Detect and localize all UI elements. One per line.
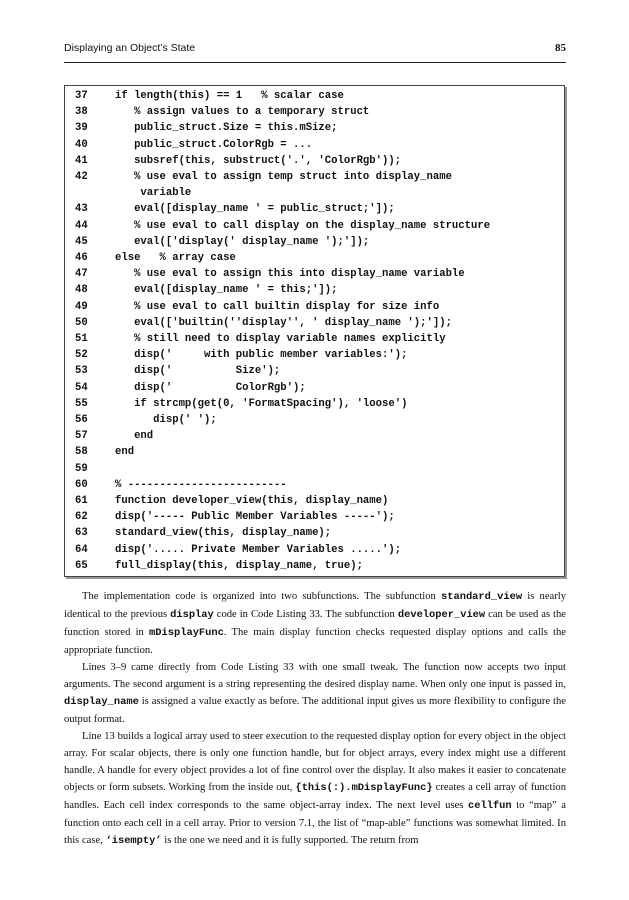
- p1-text-1: The implementation code is organized into two subfunctions. The subfunction: [82, 591, 441, 602]
- line-number: 42: [75, 171, 88, 183]
- code-text: % use eval to call builtin display for size info: [115, 300, 440, 313]
- code-line: [65, 412, 564, 428]
- p1-text-2: is nearly identical to the previous: [64, 591, 566, 620]
- code-line: [65, 444, 564, 460]
- code-text: disp(' with public member variables:');: [115, 349, 408, 362]
- line-number: 46: [75, 252, 88, 264]
- line-number: 50: [75, 316, 88, 329]
- code-isempty: ‘isempty’: [105, 835, 162, 847]
- line-number: 39: [75, 122, 88, 135]
- p1-text-4: can be used as the function stored in: [64, 609, 566, 638]
- code-text: disp(' Size');: [115, 365, 281, 378]
- code-line: [65, 509, 564, 525]
- code-this-mdisplayfunc: {this(:).mDisplayFunc}: [295, 782, 433, 794]
- code-line: [65, 493, 564, 509]
- line-number: 49: [75, 300, 88, 313]
- code-text: end: [115, 430, 154, 443]
- code-text: eval(['display(' display_name ');']);: [115, 235, 370, 248]
- code-text: disp('..... Private Member Variables .....');: [115, 543, 402, 556]
- line-number: 41: [75, 154, 88, 167]
- code-text: eval(['builtin(''display'', ' display_name ');']);: [115, 316, 452, 329]
- paragraph-1: [64, 588, 566, 659]
- code-line: [65, 363, 564, 379]
- line-number: 65: [75, 559, 88, 572]
- line-number: 51: [75, 333, 88, 345]
- page-number: 85: [555, 42, 566, 54]
- line-number: 47: [75, 268, 88, 281]
- code-text: % use eval to call display on the display_name structure: [115, 219, 491, 232]
- code-line: [65, 461, 564, 477]
- code-mdisplayfunc: mDisplayFunc: [149, 627, 224, 639]
- code-line: [65, 542, 564, 558]
- line-number: 48: [75, 284, 88, 297]
- section-title: Displaying an Object’s State: [64, 42, 196, 54]
- code-line: [65, 218, 564, 234]
- code-text: if strcmp(get(0, 'FormatSpacing'), 'loose'): [115, 397, 408, 410]
- code-line: [65, 347, 564, 363]
- p3-text-3: to “map” a function onto each cell in a cell array. Prior to version 7.1, the list of “map-able” functions was somewhat limited. In this case,: [64, 800, 566, 846]
- code-text: public_struct.ColorRgb = ...: [115, 138, 313, 151]
- code-text: function developer_view(this, display_name): [115, 495, 389, 507]
- code-text: variable: [115, 187, 192, 200]
- code-listing-box: [64, 85, 565, 577]
- running-header: [64, 42, 566, 58]
- line-number: 52: [75, 349, 88, 362]
- code-line: [65, 282, 564, 298]
- code-line: [65, 250, 564, 266]
- code-line: [65, 477, 564, 493]
- code-line: [65, 299, 564, 315]
- code-text: % use eval to assign temp struct into display_name: [115, 171, 452, 183]
- header-rule: [64, 62, 566, 63]
- line-number: 56: [75, 414, 88, 426]
- p2-text-1: Lines 3–9 came directly from Code Listing 33 with one small tweak. The function now accepts two input arguments. The second argument is a string representing the desired display name. When only one input is passed in,: [64, 662, 566, 690]
- code-line: [65, 88, 564, 104]
- p3-text-1: Line 13 builds a logical array used to steer execution to the requested display option for every object in the object array. For scalar objects, there is only one function handle, but for object arrays, every index might use a different handle. A handle for every object provides a lot of fine control over the display. It also makes it easier to concatenate objects or form subsets. Working from the inside out,: [64, 731, 566, 793]
- line-number: 53: [75, 365, 88, 378]
- paragraph-3: [64, 728, 566, 850]
- code-line: [65, 380, 564, 396]
- line-number: 43: [75, 203, 88, 216]
- line-number: 45: [75, 235, 88, 248]
- code-text: end: [115, 446, 135, 459]
- line-number: 54: [75, 381, 88, 394]
- code-line: [65, 558, 564, 574]
- line-number: 61: [75, 495, 88, 507]
- code-text: eval([display_name ' = public_struct;']);: [115, 203, 395, 216]
- code-text: if length(this) == 1 % scalar case: [115, 90, 344, 102]
- code-text: public_struct.Size = this.mSize;: [115, 122, 338, 135]
- code-line: [65, 120, 564, 136]
- code-cellfun: cellfun: [468, 800, 512, 812]
- line-number: 64: [75, 543, 88, 556]
- line-number: 58: [75, 446, 88, 459]
- paragraph-2: [64, 659, 566, 728]
- code-line: [65, 104, 564, 120]
- code-line: [65, 315, 564, 331]
- line-number: 60: [75, 478, 88, 491]
- code-text: % -------------------------: [115, 478, 287, 491]
- code-line: [65, 331, 564, 347]
- code-line: [65, 201, 564, 217]
- code-text: % assign values to a temporary struct: [115, 106, 370, 119]
- code-line: [65, 428, 564, 444]
- line-number: 62: [75, 511, 88, 524]
- code-text: disp('----- Public Member Variables -----');: [115, 511, 395, 524]
- code-line: [65, 396, 564, 412]
- code-text: eval([display_name ' = this;']);: [115, 284, 338, 297]
- code-line: [65, 234, 564, 250]
- code-developer-view: developer_view: [397, 609, 486, 621]
- p2-text-2: is assigned a value exactly as before. The additional input gives us more flexibility to configure the output format.: [64, 696, 566, 725]
- line-number: 55: [75, 397, 88, 410]
- code-line: [65, 169, 564, 185]
- p3-text-4: is the one we need and it is fully supported. The return from: [161, 835, 419, 846]
- code-standard-view: standard_view: [441, 591, 523, 603]
- code-text: subsref(this, substruct('.', 'ColorRgb'));: [115, 154, 402, 167]
- body-text: [64, 588, 566, 850]
- p3-text-2: creates a cell array of function handles. Each cell index corresponds to the same object-array index. The next level uses: [64, 782, 566, 811]
- code-display: display: [170, 609, 214, 621]
- line-number: 40: [75, 138, 88, 151]
- code-text: % still need to display variable names explicitly: [115, 333, 446, 345]
- code-display-name: display_name: [64, 696, 139, 708]
- line-number: 37: [75, 90, 88, 102]
- code-text: full_display(this, display_name, true);: [115, 559, 363, 572]
- code-text: else % array case: [115, 252, 236, 264]
- code-line: [65, 137, 564, 153]
- line-number: 38: [75, 106, 88, 119]
- p1-text-3: code in Code Listing 33. The subfunction: [213, 609, 398, 620]
- code-line: [65, 185, 564, 201]
- code-text: standard_view(this, display_name);: [115, 527, 332, 540]
- code-text: % use eval to assign this into display_name variable: [115, 268, 465, 281]
- line-number: 59: [75, 462, 88, 475]
- code-text: disp(' ');: [115, 414, 217, 426]
- code-line: [65, 525, 564, 541]
- line-number: 44: [75, 219, 88, 232]
- line-number: 57: [75, 430, 88, 443]
- p1-text-5: . The main display function checks requested display options and calls the appropriate function.: [64, 627, 566, 656]
- code-text: disp(' ColorRgb');: [115, 381, 306, 394]
- line-number: 63: [75, 527, 88, 540]
- code-line: [65, 266, 564, 282]
- code-line: [65, 153, 564, 169]
